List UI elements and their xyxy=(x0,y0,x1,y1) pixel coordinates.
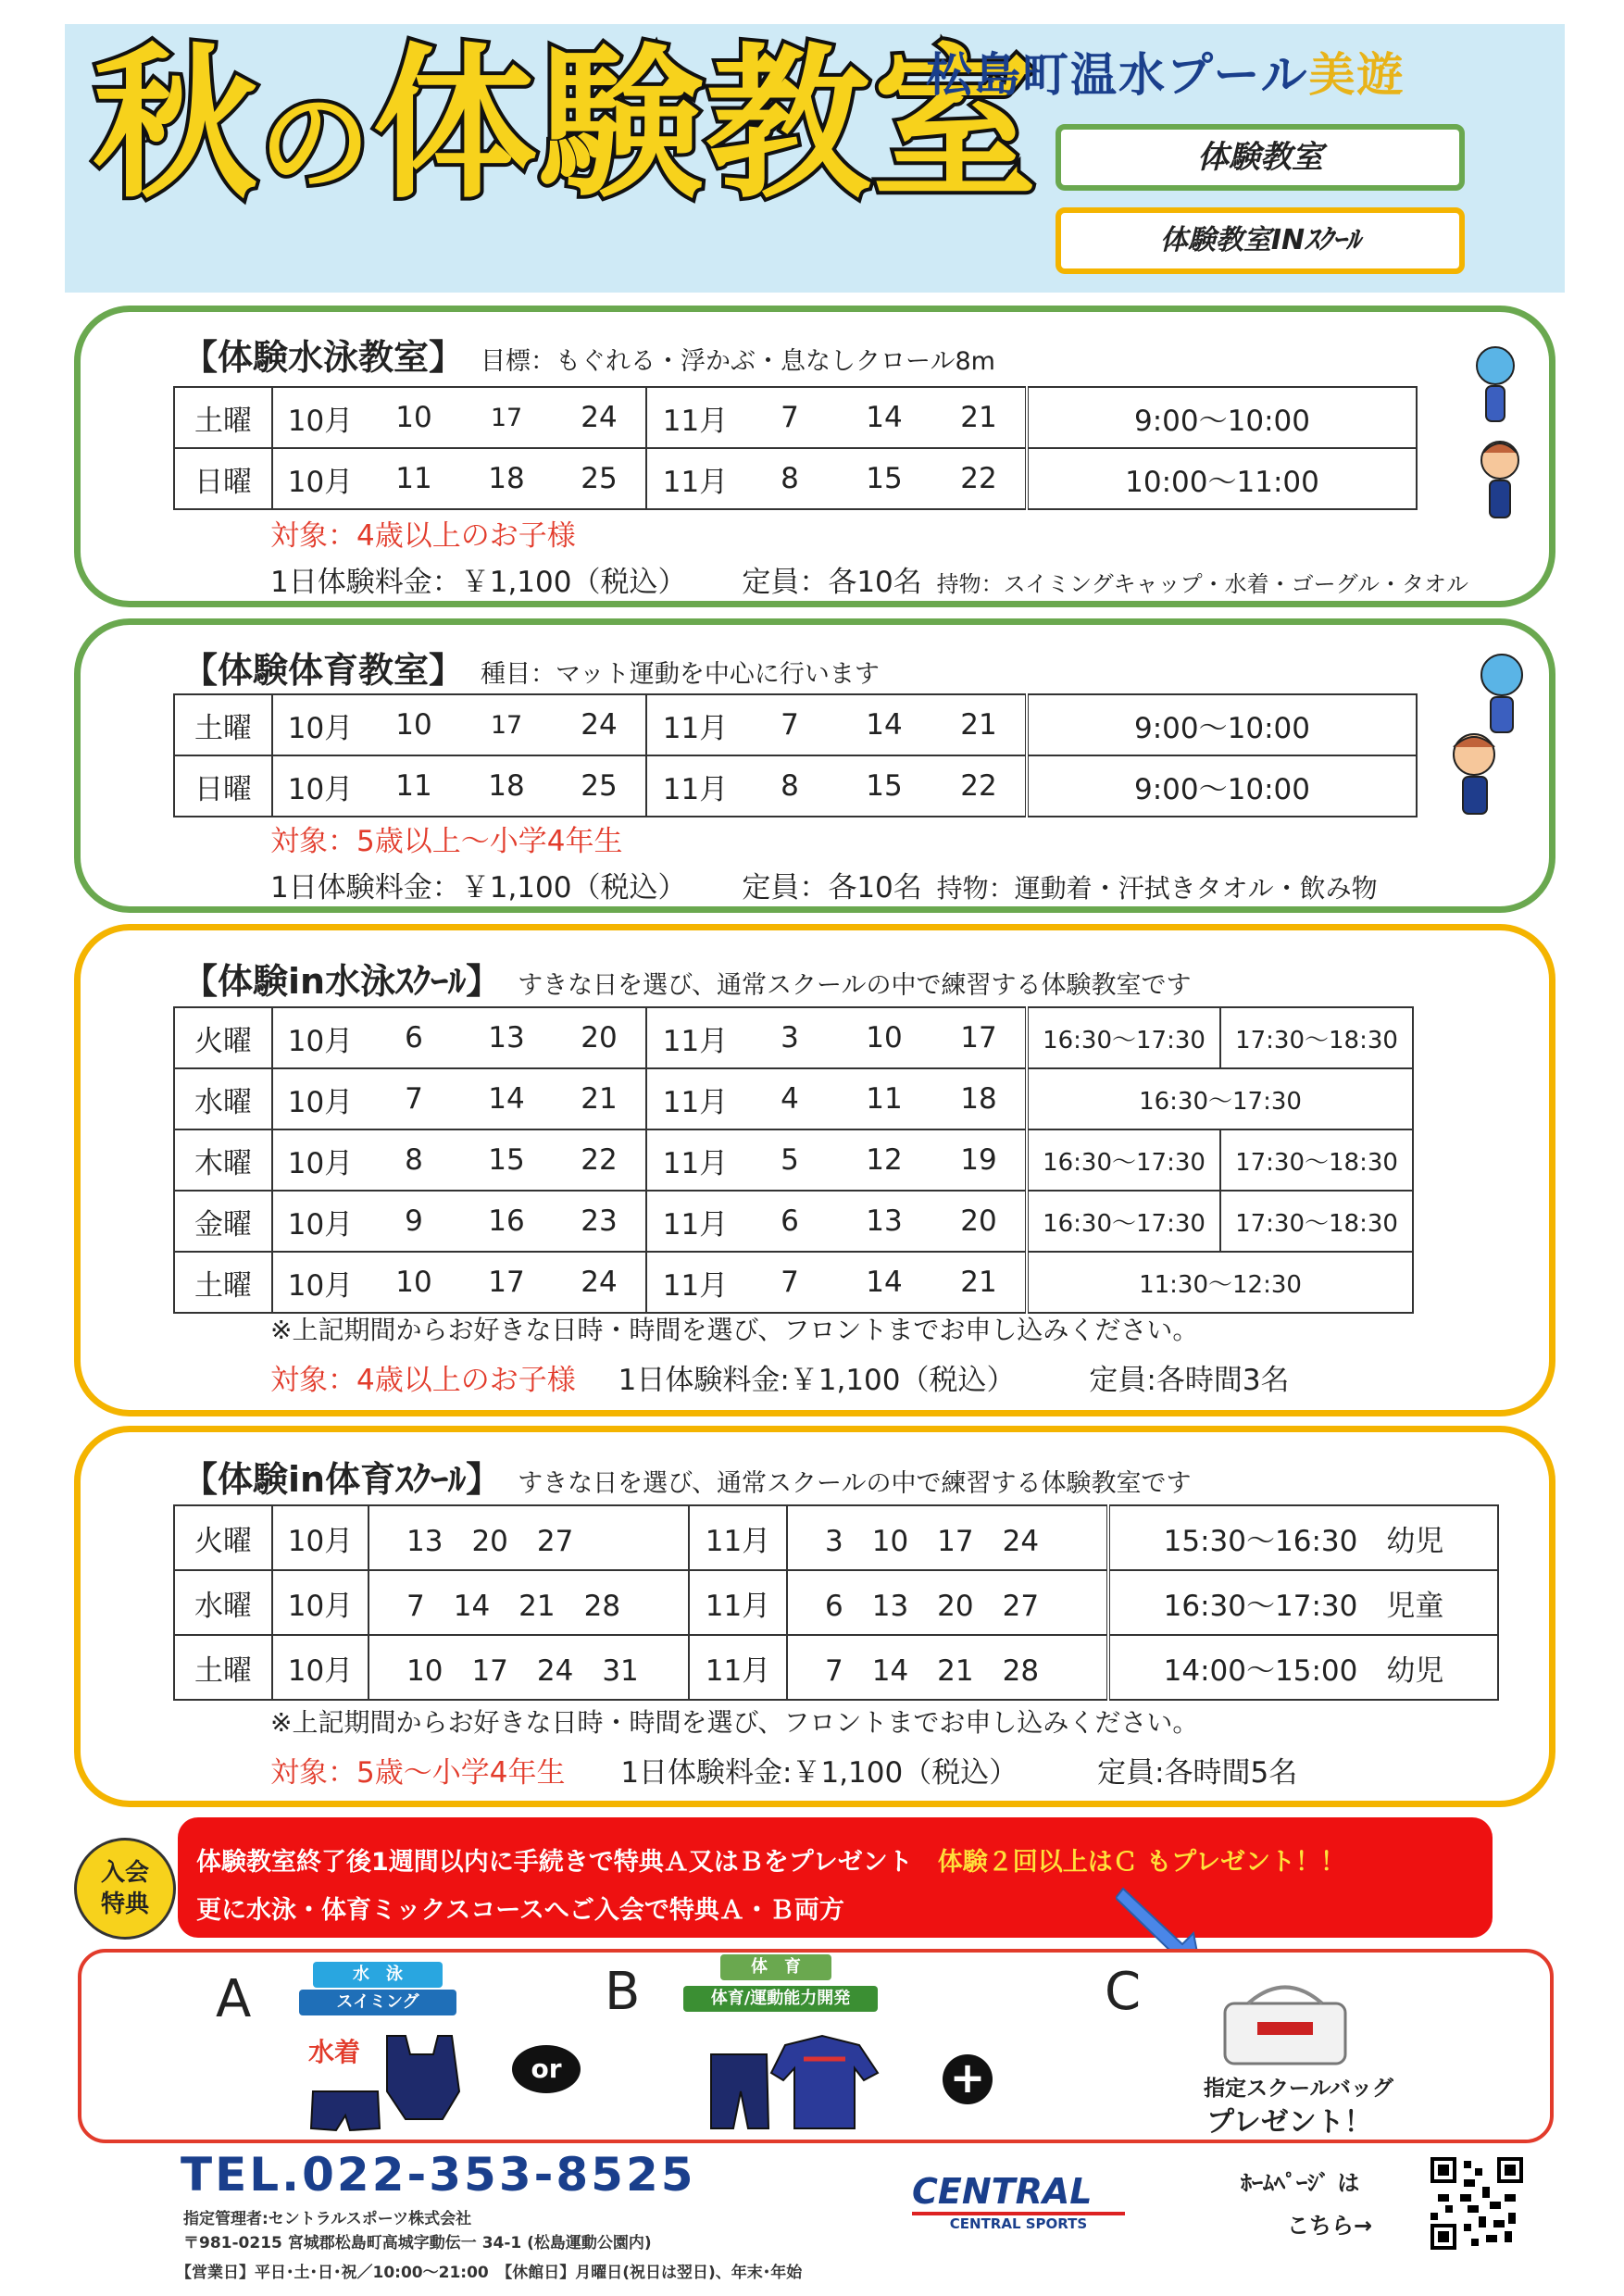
table-row xyxy=(174,755,1417,817)
time-cell: 16:30～17:30 xyxy=(1027,1007,1220,1068)
dates-cell: 7 14 21 28 xyxy=(369,1570,689,1635)
swim-school-section xyxy=(74,924,1555,1416)
date-cell: 15 xyxy=(836,755,932,817)
date-cell: 5 xyxy=(743,1129,836,1191)
fee-line xyxy=(270,1749,1297,1791)
month-cell: 11月 xyxy=(646,1068,743,1129)
date-cell: 3 xyxy=(743,1007,836,1068)
month-cell: 11月 xyxy=(646,387,743,448)
capacity-text: 定員:各時間3名 xyxy=(1089,1364,1290,1397)
day-cell: 土曜 xyxy=(174,1635,272,1700)
gift-b-label: B xyxy=(605,1962,641,2022)
month-cell: 10月 xyxy=(272,694,368,755)
items-text: 持物：スイミングキャップ・水着・ゴーグル・タオル xyxy=(936,571,1468,597)
gym-trial-section xyxy=(74,618,1555,913)
date-cell: 16 xyxy=(460,1191,553,1252)
dates-cell: 7 14 21 28 xyxy=(787,1635,1108,1700)
date-cell: 25 xyxy=(553,448,646,509)
gift-c-label: C xyxy=(1105,1962,1142,2022)
badge-text: 入会 xyxy=(100,1859,149,1887)
sportswear-icon xyxy=(693,2027,896,2138)
date-cell: 20 xyxy=(553,1007,646,1068)
date-cell: 6 xyxy=(368,1007,460,1068)
fee-text: 1日体験料金：￥1,100（税込） xyxy=(270,871,687,905)
bonus-text: 体験教室終了後1週間以内に手続きで特典Ａ又はＢをプレゼント xyxy=(196,1848,913,1877)
date-cell: 22 xyxy=(932,755,1027,817)
table-row xyxy=(174,1068,1413,1129)
hp-line: こちら→ xyxy=(1287,2213,1373,2239)
bonus-line-1 xyxy=(196,1841,1345,1878)
date-cell: 17 xyxy=(460,387,553,448)
qr-code-icon[interactable] xyxy=(1430,2157,1523,2250)
date-cell: 10 xyxy=(836,1007,932,1068)
date-cell: 19 xyxy=(932,1129,1027,1191)
date-cell: 6 xyxy=(743,1191,836,1252)
section-heading xyxy=(182,953,1191,1004)
date-cell: 20 xyxy=(932,1191,1027,1252)
section-event: 種目：マット運動を中心に行います xyxy=(481,660,880,689)
month-cell: 10月 xyxy=(272,1068,368,1129)
date-cell: 14 xyxy=(836,694,932,755)
fee-line xyxy=(270,558,1468,600)
day-cell: 火曜 xyxy=(174,1007,272,1068)
time-cell: 11:30～12:30 xyxy=(1027,1252,1413,1313)
date-cell: 21 xyxy=(553,1068,646,1129)
date-cell: 18 xyxy=(460,448,553,509)
capacity-text: 定員:各時間5名 xyxy=(1097,1756,1298,1790)
section-heading xyxy=(182,329,995,380)
bonus-highlight: 体験２回以上はＣ もプレゼント！！ xyxy=(937,1848,1346,1877)
date-cell: 9 xyxy=(368,1191,460,1252)
section-desc: すきな日を選び、通常スクールの中で練習する体験教室です xyxy=(518,971,1192,1000)
page-title: 秋の体験教室 xyxy=(93,29,1039,220)
section-goal: 目標：もぐれる・浮かぶ・息なしクロール8m xyxy=(481,347,995,376)
month-cell: 10月 xyxy=(272,1191,368,1252)
bag-label: 指定スクールバッグ xyxy=(1204,2077,1393,2101)
fee-text: 1日体験料金:￥1,100（税込） xyxy=(618,1364,1016,1397)
month-cell: 10月 xyxy=(272,755,368,817)
month-cell: 11月 xyxy=(646,1252,743,1313)
month-cell: 10月 xyxy=(272,1007,368,1068)
time-cell: 16:30～17:30 xyxy=(1027,1068,1413,1129)
schedule-table xyxy=(173,693,1418,817)
swimsuit-icon xyxy=(294,2027,489,2138)
date-cell: 21 xyxy=(932,694,1027,755)
date-cell: 15 xyxy=(460,1129,553,1191)
table-row xyxy=(174,1252,1413,1313)
date-cell: 13 xyxy=(460,1007,553,1068)
day-cell: 火曜 xyxy=(174,1505,272,1570)
or-badge: or xyxy=(512,2045,581,2093)
target-age: 対象：4歳以上のお子様 xyxy=(270,1364,576,1397)
plus-icon: + xyxy=(943,2054,993,2104)
mascot-gymnast-icon xyxy=(1437,645,1539,830)
section-heading xyxy=(182,1451,1191,1502)
table-row xyxy=(174,387,1417,448)
hours-text: 【営業日】平日･土･日･祝／10:00～21:00 【休館日】月曜日(祝日は翌日)、年末･年始 xyxy=(176,2264,803,2282)
table-row xyxy=(174,1635,1498,1700)
month-cell: 11月 xyxy=(646,1191,743,1252)
section-desc: すきな日を選び、通常スクールの中で練習する体験教室です xyxy=(518,1469,1192,1498)
bonus-line-2: 更に水泳・体育ミックスコースへご入会で特典Ａ・Ｂ両方 xyxy=(196,1896,844,1925)
logo-text: CENTRAL xyxy=(912,2171,1125,2215)
month-cell: 11月 xyxy=(646,694,743,755)
month-cell: 10月 xyxy=(272,1505,369,1570)
target-age: 対象：4歳以上のお子様 xyxy=(270,519,576,553)
swim-trial-section xyxy=(74,306,1555,607)
target-age: 対象：5歳以上～小学4年生 xyxy=(270,825,623,858)
header-banner xyxy=(65,24,1565,293)
day-cell: 水曜 xyxy=(174,1570,272,1635)
time-cell: 17:30～18:30 xyxy=(1220,1191,1413,1252)
time-cell: 16:30～17:30 xyxy=(1027,1191,1220,1252)
table-row xyxy=(174,1505,1498,1570)
date-cell: 23 xyxy=(553,1191,646,1252)
month-cell: 11月 xyxy=(689,1505,787,1570)
facility-logo: 松島町温水プール美遊 xyxy=(926,48,1405,102)
date-cell: 10 xyxy=(368,694,460,755)
capacity-text: 定員：各10名 xyxy=(742,871,922,905)
date-cell: 17 xyxy=(460,1252,553,1313)
date-cell: 22 xyxy=(932,448,1027,509)
month-cell: 10月 xyxy=(272,387,368,448)
date-cell: 7 xyxy=(368,1068,460,1129)
schedule-table xyxy=(173,1006,1414,1314)
date-cell: 14 xyxy=(460,1068,553,1129)
day-cell: 木曜 xyxy=(174,1129,272,1191)
section-title: 【体験in水泳ｽｸｰﾙ】 xyxy=(182,961,502,1002)
time-cell: 16:30～17:30 児童 xyxy=(1108,1570,1498,1635)
note-text: ※上記期間からお好きな日時・時間を選び、フロントまでお申し込みください。 xyxy=(270,1315,1199,1345)
swim-tag: 水 泳 xyxy=(313,1962,443,1988)
date-cell: 7 xyxy=(743,694,836,755)
fee-line xyxy=(270,1356,1290,1398)
month-cell: 11月 xyxy=(646,1007,743,1068)
date-cell: 25 xyxy=(553,755,646,817)
date-cell: 11 xyxy=(836,1068,932,1129)
note-text: ※上記期間からお好きな日時・時間を選び、フロントまでお申し込みください。 xyxy=(270,1707,1199,1738)
dates-cell: 10 17 24 31 xyxy=(369,1635,689,1700)
date-cell: 15 xyxy=(836,448,932,509)
day-cell: 水曜 xyxy=(174,1068,272,1129)
date-cell: 10 xyxy=(368,1252,460,1313)
month-cell: 10月 xyxy=(272,1570,369,1635)
table-row xyxy=(174,1570,1498,1635)
month-cell: 11月 xyxy=(646,755,743,817)
month-cell: 11月 xyxy=(646,1129,743,1191)
date-cell: 21 xyxy=(932,387,1027,448)
month-cell: 10月 xyxy=(272,1129,368,1191)
time-cell: 15:30～16:30 幼児 xyxy=(1108,1505,1498,1570)
schedule-table xyxy=(173,386,1418,510)
table-row xyxy=(174,448,1417,509)
gift-a-label: A xyxy=(216,1969,252,2029)
target-age: 対象：5歳～小学4年生 xyxy=(270,1756,566,1790)
time-cell: 9:00～10:00 xyxy=(1027,755,1417,817)
table-row xyxy=(174,694,1417,755)
dates-cell: 6 13 20 27 xyxy=(787,1570,1108,1635)
dates-cell: 3 10 17 24 xyxy=(787,1505,1108,1570)
time-cell: 17:30～18:30 xyxy=(1220,1129,1413,1191)
day-cell: 金曜 xyxy=(174,1191,272,1252)
table-row xyxy=(174,1191,1413,1252)
day-cell: 土曜 xyxy=(174,694,272,755)
gym-school-section xyxy=(74,1426,1555,1807)
central-sports-logo xyxy=(912,2171,1125,2232)
gift-panel xyxy=(78,1949,1554,2143)
date-cell: 8 xyxy=(368,1129,460,1191)
date-cell: 18 xyxy=(932,1068,1027,1129)
schedule-table xyxy=(173,1504,1499,1701)
manager-text: 指定管理者:セントラルスポーツ株式会社 xyxy=(183,2210,472,2228)
date-cell: 4 xyxy=(743,1068,836,1129)
section-heading xyxy=(182,642,880,693)
present-label: プレゼント！ xyxy=(1206,2106,1372,2139)
time-cell: 9:00～10:00 xyxy=(1027,694,1417,755)
date-cell: 7 xyxy=(743,1252,836,1313)
month-cell: 11月 xyxy=(689,1570,787,1635)
date-cell: 12 xyxy=(836,1129,932,1191)
school-bag-icon xyxy=(1206,1980,1364,2073)
gym-tag: 体 育 xyxy=(720,1954,831,1980)
day-cell: 日曜 xyxy=(174,448,272,509)
date-cell: 18 xyxy=(460,755,553,817)
hp-line: ﾎｰﾑﾍﾟｰｼﾞ は xyxy=(1241,2170,1360,2196)
date-cell: 13 xyxy=(836,1191,932,1252)
items-text: 持物：運動着・汗拭きタオル・飲み物 xyxy=(936,873,1378,904)
legend-trial-class: 体験教室 xyxy=(1056,124,1465,191)
date-cell: 17 xyxy=(460,694,553,755)
time-cell: 17:30～18:30 xyxy=(1220,1007,1413,1068)
fee-text: 1日体験料金:￥1,100（税込） xyxy=(620,1756,1018,1790)
logo-subtext: CENTRAL SPORTS xyxy=(949,2215,1088,2232)
date-cell: 7 xyxy=(743,387,836,448)
day-cell: 日曜 xyxy=(174,755,272,817)
date-cell: 10 xyxy=(368,387,460,448)
month-cell: 11月 xyxy=(689,1635,787,1700)
time-cell: 9:00～10:00 xyxy=(1027,387,1417,448)
dates-cell: 13 20 27 xyxy=(369,1505,689,1570)
date-cell: 8 xyxy=(743,448,836,509)
capacity-text: 定員：各10名 xyxy=(742,566,922,599)
day-cell: 土曜 xyxy=(174,387,272,448)
swimsuit-label: 水着 xyxy=(308,2037,361,2067)
date-cell: 14 xyxy=(836,1252,932,1313)
bonus-banner xyxy=(178,1817,1493,1938)
section-title: 【体験体育教室】 xyxy=(182,650,465,691)
date-cell: 11 xyxy=(368,755,460,817)
fee-line xyxy=(270,864,1378,905)
date-cell: 14 xyxy=(836,387,932,448)
month-cell: 10月 xyxy=(272,448,368,509)
section-title: 【体験in体育ｽｸｰﾙ】 xyxy=(182,1459,502,1500)
fee-text: 1日体験料金：￥1,100（税込） xyxy=(270,566,687,599)
table-row xyxy=(174,1007,1413,1068)
badge-text: 特典 xyxy=(100,1890,149,1918)
phone-number[interactable]: TEL.022-353-8525 xyxy=(181,2148,696,2202)
time-cell: 14:00～15:00 幼児 xyxy=(1108,1635,1498,1700)
time-cell: 16:30～17:30 xyxy=(1027,1129,1220,1191)
date-cell: 21 xyxy=(932,1252,1027,1313)
gym-program-tag: 体育/運動能力開発 xyxy=(683,1986,878,2012)
date-cell: 17 xyxy=(932,1007,1027,1068)
swimming-tag: スイミング xyxy=(299,1990,456,2015)
month-cell: 10月 xyxy=(272,1635,369,1700)
date-cell: 24 xyxy=(553,387,646,448)
bonus-badge xyxy=(74,1838,176,1940)
date-cell: 24 xyxy=(553,1252,646,1313)
table-row xyxy=(174,1129,1413,1191)
mascot-swimmer-icon xyxy=(1468,338,1532,542)
address-text: 〒981-0215 宮城郡松島町高城字動伝一 34-1 (松島運動公園内) xyxy=(183,2234,652,2252)
date-cell: 11 xyxy=(368,448,460,509)
month-cell: 11月 xyxy=(646,448,743,509)
day-cell: 土曜 xyxy=(174,1252,272,1313)
time-cell: 10:00～11:00 xyxy=(1027,448,1417,509)
legend-trial-in-school: 体験教室INｽｸｰﾙ xyxy=(1056,207,1465,274)
section-title: 【体験水泳教室】 xyxy=(182,337,465,378)
date-cell: 8 xyxy=(743,755,836,817)
date-cell: 24 xyxy=(553,694,646,755)
homepage-text xyxy=(1241,2162,1372,2247)
date-cell: 22 xyxy=(553,1129,646,1191)
month-cell: 10月 xyxy=(272,1252,368,1313)
